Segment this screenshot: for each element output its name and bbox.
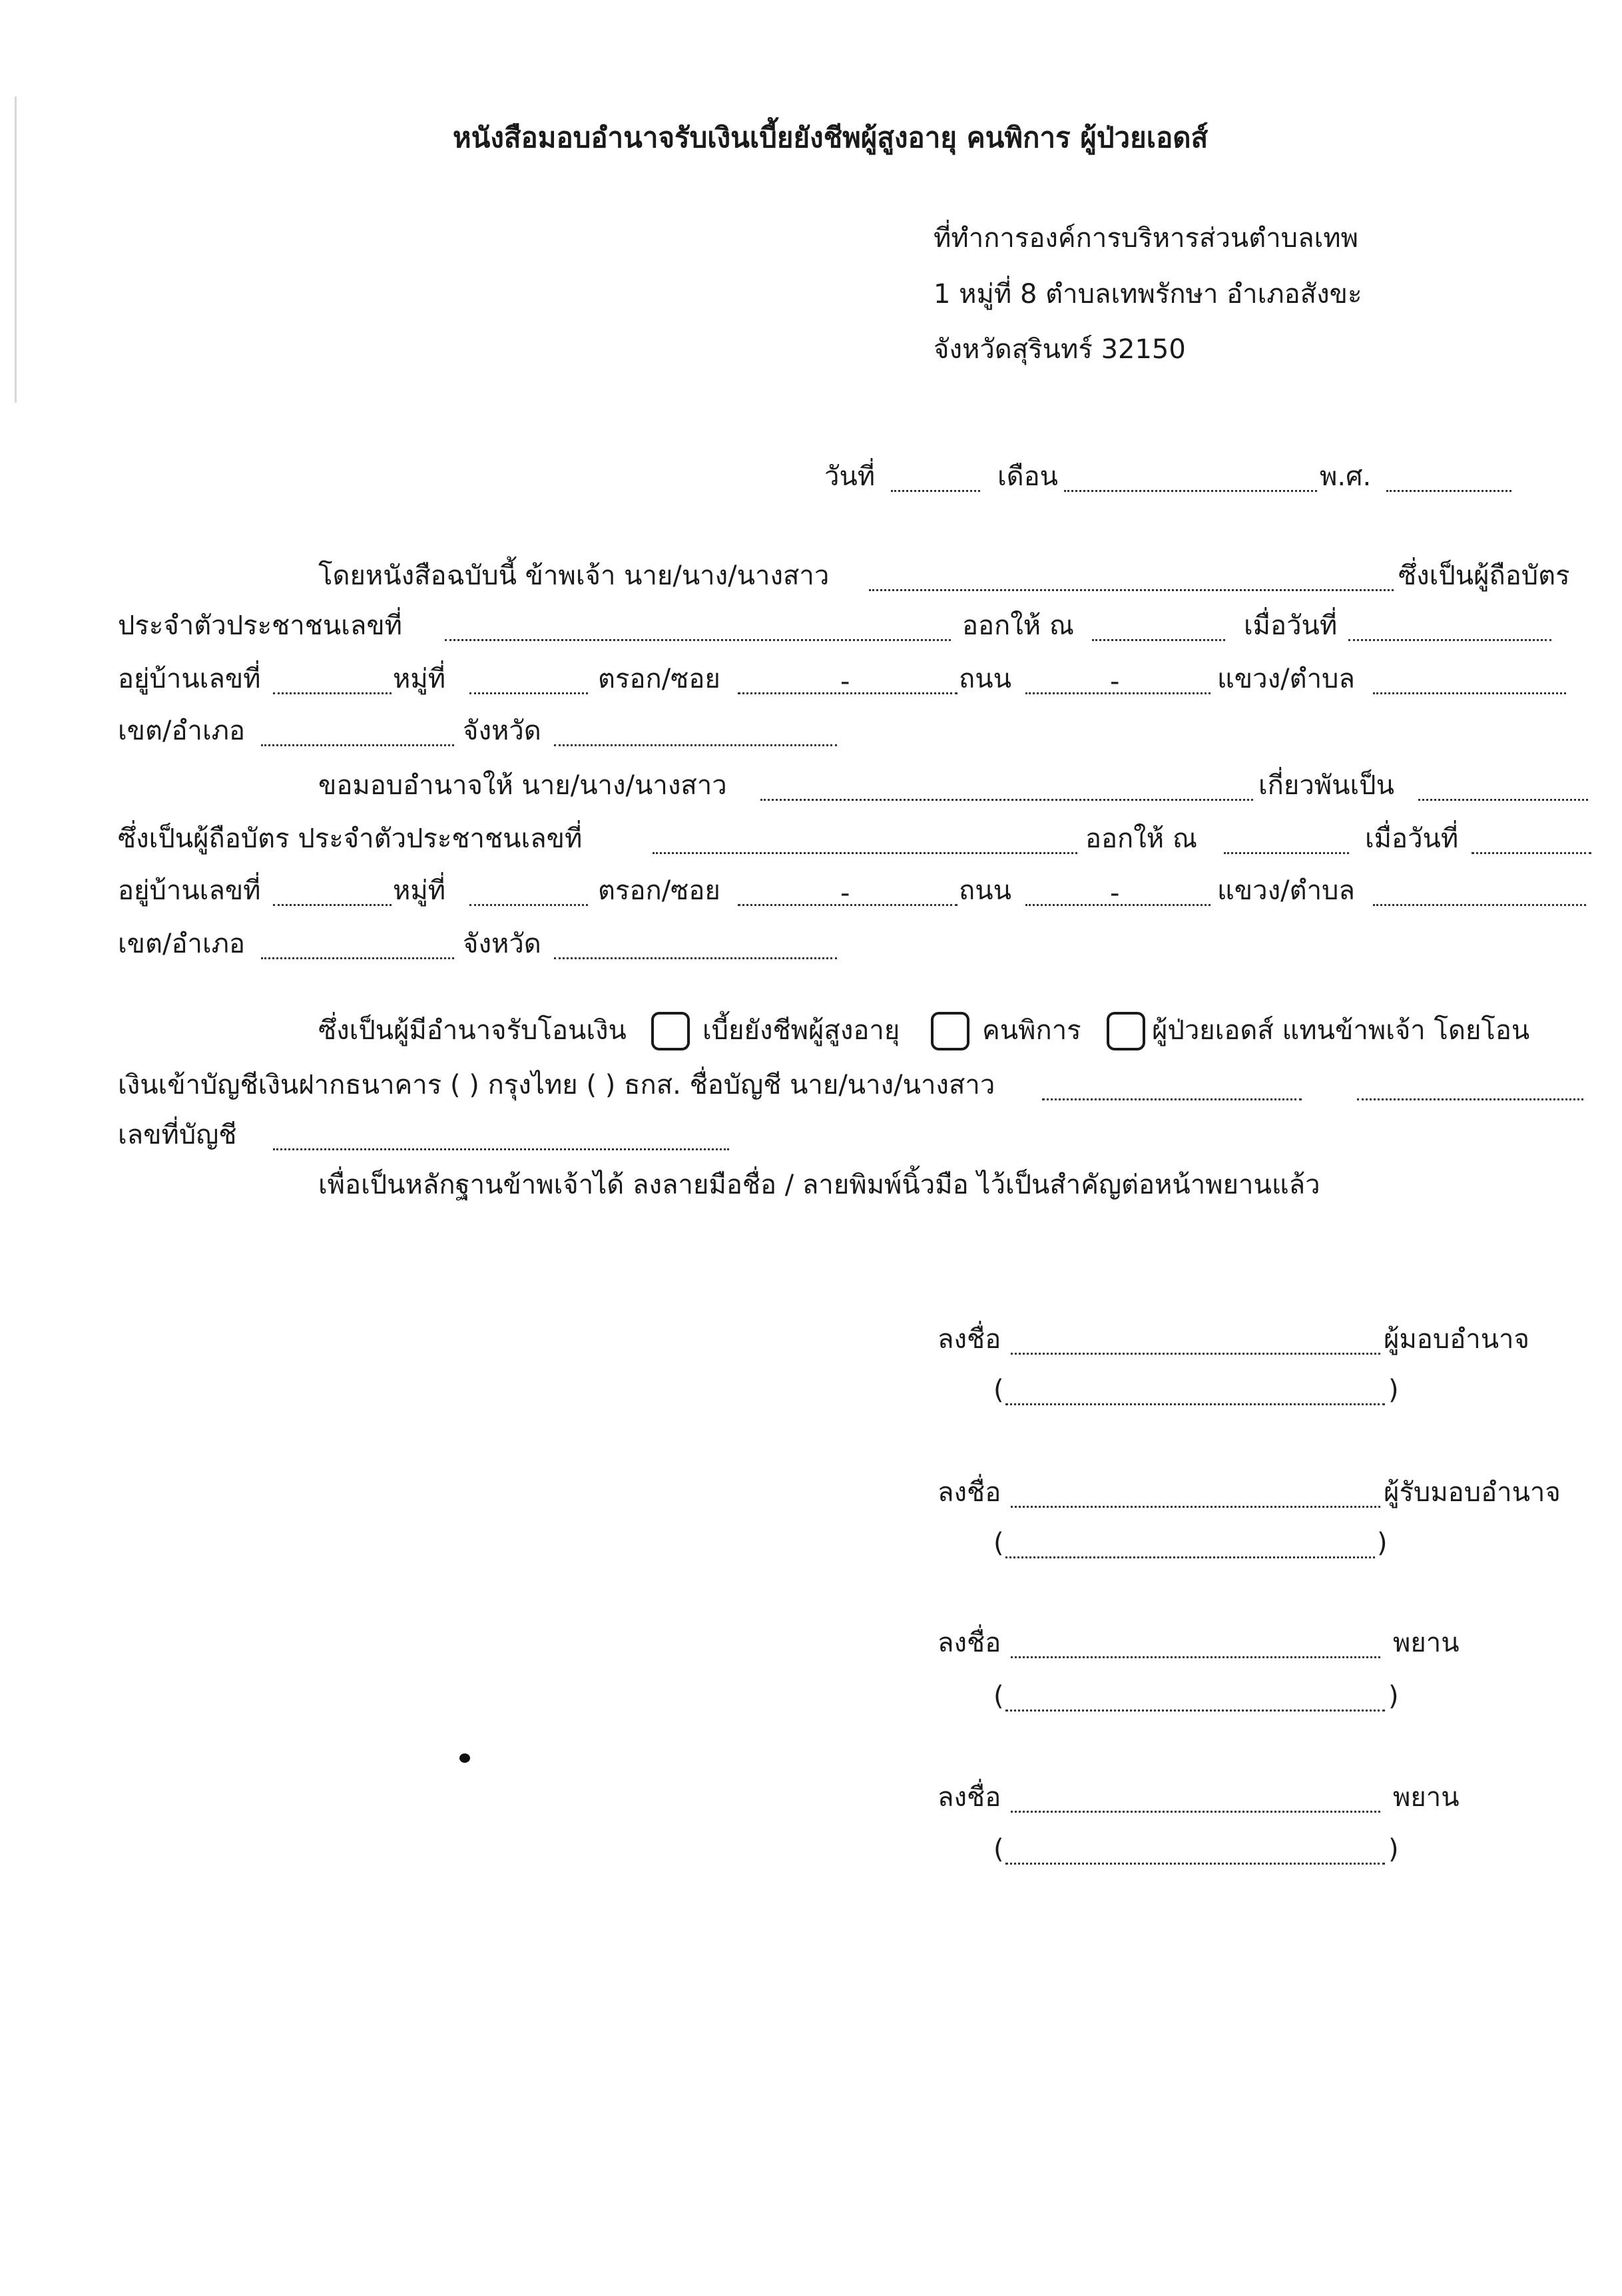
grantee-issued-on-label: เมื่อวันที่	[1365, 823, 1459, 854]
grantee-subdistrict-field[interactable]	[1373, 904, 1586, 906]
ink-dot	[459, 1753, 470, 1763]
grantee-issued-at-label: ออกให้ ณ	[1085, 823, 1197, 854]
grantor-road-dash: -	[1110, 666, 1120, 697]
signature-3-role: พยาน	[1393, 1628, 1460, 1658]
grantor-road-label: ถนน	[959, 664, 1011, 694]
evidence-statement: เพื่อเป็นหลักฐานข้าพเจ้าได้ ลงลายมือชื่อ / ลายพิมพ์นิ้วมือ ไว้เป็นสำคัญต่อหน้าพยานแล้ว	[318, 1170, 1320, 1200]
grantee-relation-label: เกี่ยวพันเป็น	[1258, 770, 1394, 801]
grantee-intro: ขอมอบอำนาจให้ นาย/นาง/นางสาว	[318, 770, 727, 801]
grantee-moo-field[interactable]	[469, 904, 588, 906]
grantor-id-label: ประจำตัวประชาชนเลขที่	[118, 610, 403, 641]
signature-4-name-field[interactable]	[1005, 1863, 1385, 1865]
grantor-moo-field[interactable]	[469, 692, 588, 694]
date-month-label: เดือน	[997, 461, 1059, 492]
grantee-road-dash: -	[1110, 878, 1120, 909]
signature-1-field[interactable]	[1011, 1353, 1380, 1355]
option-aids-label: ผู้ป่วยเอดส์ แทนข้าพเจ้า โดยโอน	[1152, 1015, 1530, 1046]
signature-4-open: (	[993, 1834, 1004, 1865]
grantee-moo-label: หมู่ที่	[393, 875, 446, 906]
checkbox-disabled[interactable]	[931, 1012, 969, 1050]
scan-edge-mark	[15, 97, 17, 403]
date-month-field[interactable]	[1064, 490, 1317, 492]
document-title: หนังสือมอบอำนาจรับเงินเบี้ยยังชีพผู้สูงอายุ คนพิการ ผู้ป่วยเอดส์	[453, 121, 1209, 154]
authority-intro: ซึ่งเป็นผู้มีอำนาจรับโอนเงิน	[318, 1015, 627, 1046]
grantor-issued-on-label: เมื่อวันที่	[1244, 610, 1338, 641]
grantor-soi-label: ตรอก/ซอย	[598, 664, 720, 694]
grantor-issued-at-field[interactable]	[1092, 639, 1225, 641]
signature-3-name-field[interactable]	[1005, 1710, 1385, 1712]
signature-2-open: (	[993, 1528, 1004, 1558]
account-number-label: เลขที่บัญชี	[118, 1120, 237, 1150]
signature-4-role: พยาน	[1393, 1782, 1460, 1813]
grantor-moo-label: หมู่ที่	[393, 664, 446, 694]
signature-2-field[interactable]	[1011, 1506, 1380, 1508]
grantee-district-field[interactable]	[261, 957, 454, 959]
bank-line-label: เงินเข้าบัญชีเงินฝากธนาคาร ( ) กรุงไทย ( ) ธกส. ชื่อบัญชี นาย/นาง/นางสาว	[118, 1070, 995, 1100]
checkbox-aids[interactable]	[1107, 1012, 1145, 1050]
signature-3-sign-label: ลงชื่อ	[938, 1628, 1001, 1658]
signature-3-field[interactable]	[1011, 1656, 1380, 1658]
grantee-relation-field[interactable]	[1418, 799, 1588, 801]
account-name-field-2[interactable]	[1357, 1098, 1583, 1100]
grantor-id-field-line[interactable]	[445, 639, 951, 641]
grantee-name-field[interactable]	[760, 799, 1253, 801]
signature-3-open: (	[993, 1681, 1004, 1712]
option-elderly-label: เบี้ยยังชีพผู้สูงอายุ	[702, 1015, 900, 1046]
grantor-name-field[interactable]	[869, 589, 1394, 591]
grantor-house-field[interactable]	[273, 692, 392, 694]
signature-4-field[interactable]	[1011, 1811, 1380, 1813]
date-year-field[interactable]	[1386, 490, 1511, 492]
signature-2-close: )	[1377, 1528, 1388, 1558]
grantor-district-label: เขต/อำเภอ	[118, 716, 246, 746]
grantee-district-label: เขต/อำเภอ	[118, 929, 246, 959]
signature-1-close: )	[1388, 1375, 1399, 1405]
grantor-house-label: อยู่บ้านเลขที่	[118, 664, 261, 694]
signature-2-role: ผู้รับมอบอำนาจ	[1384, 1477, 1561, 1508]
grantee-issued-at-field[interactable]	[1224, 852, 1349, 854]
signature-4-sign-label: ลงชื่อ	[938, 1782, 1001, 1813]
grantee-holder-id-label: ซึ่งเป็นผู้ถือบัตร ประจำตัวประชาชนเลขที่	[118, 823, 583, 854]
office-line-1: ที่ทำการองค์การบริหารส่วนตำบลเทพ	[934, 223, 1358, 254]
signature-3-close: )	[1388, 1681, 1399, 1712]
grantee-province-field[interactable]	[554, 957, 837, 959]
grantor-intro: โดยหนังสือฉบับนี้ ข้าพเจ้า นาย/นาง/นางสาว	[318, 561, 830, 591]
date-day-label: วันที่	[824, 461, 876, 492]
grantee-house-label: อยู่บ้านเลขที่	[118, 875, 261, 906]
grantor-district-field[interactable]	[261, 744, 454, 746]
account-name-field[interactable]	[1042, 1098, 1302, 1100]
grantor-province-label: จังหวัด	[463, 716, 541, 746]
grantee-id-field[interactable]	[653, 852, 1077, 854]
grantor-issued-on-field[interactable]	[1348, 639, 1551, 641]
grantee-province-label: จังหวัด	[463, 929, 541, 959]
grantee-house-field[interactable]	[273, 904, 392, 906]
grantor-issued-at-label: ออกให้ ณ	[962, 610, 1074, 641]
signature-4-close: )	[1388, 1834, 1399, 1865]
date-day-field[interactable]	[891, 490, 980, 492]
option-disabled-label: คนพิการ	[982, 1015, 1081, 1046]
grantor-province-field[interactable]	[554, 744, 837, 746]
grantor-subdistrict-label: แขวง/ตำบล	[1217, 664, 1355, 694]
signature-2-sign-label: ลงชื่อ	[938, 1477, 1001, 1508]
grantee-issued-on-field[interactable]	[1472, 852, 1591, 854]
grantee-soi-dash: -	[840, 878, 850, 909]
office-line-3: จังหวัดสุรินทร์ 32150	[934, 334, 1186, 365]
grantee-road-label: ถนน	[959, 875, 1011, 906]
signature-1-role: ผู้มอบอำนาจ	[1384, 1324, 1529, 1355]
grantee-subdistrict-label: แขวง/ตำบล	[1217, 875, 1355, 906]
signature-1-open: (	[993, 1375, 1004, 1405]
grantor-soi-dash: -	[840, 666, 850, 697]
grantee-soi-label: ตรอก/ซอย	[598, 875, 720, 906]
signature-1-sign-label: ลงชื่อ	[938, 1324, 1001, 1355]
grantor-holder-label: ซึ่งเป็นผู้ถือบัตร	[1398, 561, 1570, 591]
account-number-field[interactable]	[273, 1148, 729, 1150]
signature-2-name-field[interactable]	[1005, 1556, 1375, 1558]
office-line-2: 1 หมู่ที่ 8 ตำบลเทพรักษา อำเภอสังขะ	[934, 279, 1362, 310]
checkbox-elderly[interactable]	[651, 1012, 690, 1050]
signature-1-name-field[interactable]	[1005, 1403, 1385, 1405]
grantor-subdistrict-field[interactable]	[1373, 692, 1566, 694]
date-year-label: พ.ศ.	[1320, 461, 1372, 492]
